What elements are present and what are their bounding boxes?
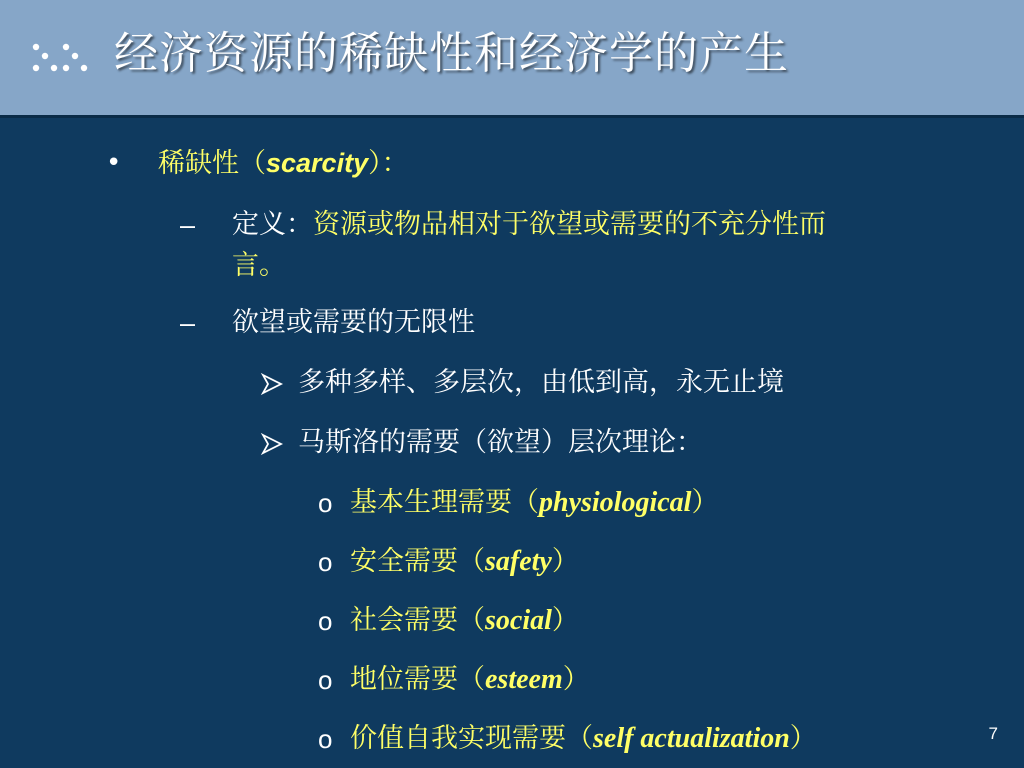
dash-marker: – bbox=[180, 210, 196, 240]
unlimited-wants-text: 欲望或需要的无限性 bbox=[232, 307, 475, 338]
definition-line-1 bbox=[232, 208, 826, 242]
definition-line-2: 言。 bbox=[232, 250, 286, 281]
scarcity-label-suffix: ）： bbox=[368, 148, 409, 179]
title-bar bbox=[0, 0, 1024, 118]
page-number: 7 bbox=[988, 724, 998, 743]
level-close: ） bbox=[551, 605, 579, 636]
maslow-level-physiological bbox=[350, 486, 718, 520]
list-marker: o bbox=[318, 665, 333, 695]
maslow-level-social bbox=[350, 604, 579, 638]
level-term: esteem bbox=[485, 664, 563, 695]
sub-point-maslow: 马斯洛的需要（欲望）层次理论： bbox=[298, 427, 703, 458]
level-close: ） bbox=[551, 546, 579, 577]
definition-label: 定义： bbox=[232, 209, 313, 240]
sub-point-variety: 多种多样、多层次，由低到高，永无止境 bbox=[298, 367, 784, 398]
definition-text-1: 资源或物品相对于欲望或需要的不充分性而 bbox=[313, 209, 826, 240]
level-label: 安全需要（ bbox=[350, 546, 485, 577]
level-term: safety bbox=[485, 546, 552, 577]
level-close: ） bbox=[562, 664, 590, 695]
list-marker: o bbox=[318, 606, 333, 636]
scarcity-heading bbox=[158, 146, 409, 181]
maslow-level-self-actualization bbox=[350, 722, 817, 756]
level-label: 价值自我实现需要（ bbox=[350, 723, 593, 754]
arrowhead-icon bbox=[260, 372, 284, 396]
level-term: physiological bbox=[539, 487, 692, 518]
level-label: 基本生理需要（ bbox=[350, 487, 539, 518]
arrowhead-icon bbox=[260, 432, 284, 456]
level-close: ） bbox=[789, 723, 817, 754]
list-marker: o bbox=[318, 488, 333, 518]
maslow-level-esteem bbox=[350, 663, 590, 697]
dotted-grid-icon bbox=[30, 38, 88, 80]
scarcity-label-prefix: 稀缺性（ bbox=[158, 148, 266, 179]
level-label: 社会需要（ bbox=[350, 605, 485, 636]
list-marker: o bbox=[318, 547, 333, 577]
page-title: 经济资源的稀缺性和经济学的产生 bbox=[114, 28, 789, 79]
list-marker: o bbox=[318, 724, 333, 754]
maslow-level-safety bbox=[350, 545, 579, 579]
dash-marker: – bbox=[180, 308, 196, 338]
level-close: ） bbox=[691, 487, 719, 518]
level-label: 地位需要（ bbox=[350, 664, 485, 695]
scarcity-term: scarcity bbox=[266, 148, 369, 178]
level-term: social bbox=[485, 605, 552, 636]
bullet-marker: • bbox=[106, 148, 122, 178]
level-term: self actualization bbox=[593, 723, 790, 754]
